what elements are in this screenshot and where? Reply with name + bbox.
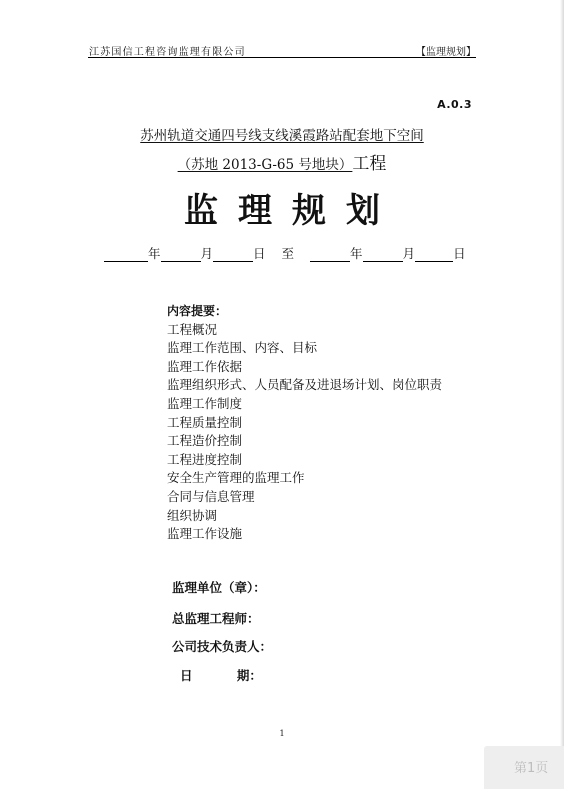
page-edge-shadow [560,0,564,789]
start-day-label: 日 [253,246,266,261]
start-year-label: 年 [148,246,161,261]
end-year-blank [310,248,350,262]
contents-summary [167,302,442,544]
project-name-text: 苏州轨道交通四号线支线溪霞路站配套地下空间 [140,128,424,144]
end-month-label: 月 [402,246,416,261]
page-number: 1 [279,729,285,738]
signature-date-label: 日 期： [180,668,262,683]
contents-item: 工程质量控制 [167,414,243,430]
form-code: A.0.3 [437,98,472,111]
document-title: 监理规划 [184,191,400,231]
signature-date-row [180,666,262,684]
header-document-tag: 【监理规划】 [416,47,476,58]
project-name-line1 [0,124,564,144]
contents-item: 工程造价控制 [167,433,243,449]
signature-tech-row [172,637,272,655]
contents-item: 工程概况 [167,321,218,337]
header-company-name: 江苏国信工程咨询监理有限公司 [89,47,246,58]
page-header [88,40,476,58]
signature-chief-row [172,609,260,627]
end-month-blank [363,248,403,262]
signature-chief-label: 总监理工程师： [172,611,260,626]
page-indicator-text: 第1页 [514,761,549,776]
start-month-blank [161,248,201,262]
project-plot-text: （苏地 2013-G-65 号地块） [177,157,353,173]
contents-item: 监理工作依据 [167,358,243,374]
page-indicator-badge[interactable] [484,746,564,789]
project-name-line2 [0,149,564,174]
signature-unit-row [172,578,266,596]
signature-unit-label: 监理单位（章）： [172,580,266,595]
end-day-label: 日 [453,246,466,261]
contents-item: 组织协调 [167,507,218,523]
contents-item: 监理组织形式、人员配备及进退场计划、岗位职责 [167,377,443,393]
contents-item: 监理工作范围、内容、目标 [167,340,318,356]
signature-tech-label: 公司技术负责人： [172,639,273,654]
date-range-row [104,244,464,262]
project-suffix: 工程 [352,154,387,174]
start-day-blank [213,248,253,262]
contents-item: 合同与信息管理 [167,488,255,504]
start-month-label: 月 [200,246,214,261]
start-year-blank [104,248,148,262]
end-day-blank [415,248,453,262]
contents-item: 安全生产管理的监理工作 [167,470,305,486]
contents-item: 监理工作制度 [167,395,243,411]
end-year-label: 年 [350,246,363,261]
contents-heading: 内容提要： [167,304,228,318]
contents-item: 工程进度控制 [167,451,243,467]
header-divider [88,57,476,58]
date-to-label: 至 [281,246,295,261]
contents-item: 监理工作设施 [167,526,243,542]
